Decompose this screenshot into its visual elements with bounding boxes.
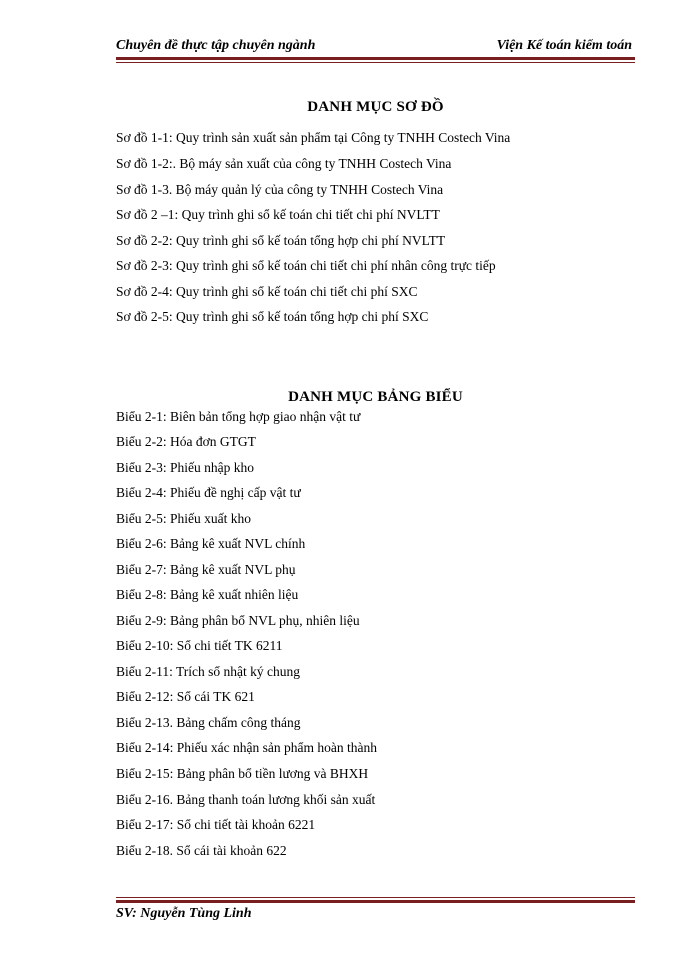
- table-item: Biểu 2-14: Phiếu xác nhận sản phẩm hoàn thành: [116, 740, 377, 755]
- table-item: Biểu 2-6: Bảng kê xuất NVL chính: [116, 536, 306, 551]
- footer-student-name: SV: Nguyễn Tùng Linh: [116, 906, 252, 921]
- footer-rule-thin: [116, 897, 635, 898]
- diagram-item: Sơ đồ 2-3: Quy trình ghi sổ kế toán chi tiết chi phí nhân công trực tiếp: [116, 258, 496, 273]
- table-item: Biểu 2-4: Phiếu đề nghị cấp vật tư: [116, 485, 301, 500]
- table-item: Biểu 2-7: Bảng kê xuất NVL phụ: [116, 562, 296, 577]
- table-item: Biểu 2-5: Phiếu xuất kho: [116, 511, 251, 526]
- diagram-item: Sơ đồ 2-5: Quy trình ghi sổ kế toán tổng hợp chi phí SXC: [116, 309, 429, 324]
- table-item: Biểu 2-2: Hóa đơn GTGT: [116, 434, 256, 449]
- table-item: Biểu 2-8: Bảng kê xuất nhiên liệu: [116, 587, 299, 602]
- table-item: Biểu 2-18. Sổ cái tài khoản 622: [116, 843, 287, 858]
- diagram-item: Sơ đồ 2-4: Quy trình ghi sổ kế toán chi tiết chi phí SXC: [116, 284, 418, 299]
- header-rule-thick: [116, 57, 635, 60]
- table-list-title: DANH MỤC BẢNG BIỂU: [288, 389, 463, 405]
- table-item: Biểu 2-11: Trích sổ nhật ký chung: [116, 664, 300, 679]
- diagram-list-title: DANH MỤC SƠ ĐỒ: [307, 99, 444, 115]
- table-item: Biểu 2-3: Phiếu nhập kho: [116, 460, 254, 475]
- header-rule-thin: [116, 62, 635, 63]
- diagram-item: Sơ đồ 2 –1: Quy trình ghi sổ kế toán chi tiết chi phí NVLTT: [116, 207, 440, 222]
- footer-rule-thick: [116, 900, 635, 903]
- table-item: Biểu 2-1: Biên bản tổng hợp giao nhận vật tư: [116, 409, 361, 424]
- header-institute: Viện Kế toán kiểm toán: [496, 38, 632, 53]
- page-header: [116, 38, 632, 58]
- table-item: Biểu 2-10: Sổ chi tiết TK 6211: [116, 638, 283, 653]
- table-item: Biểu 2-9: Bảng phân bổ NVL phụ, nhiên liệu: [116, 613, 360, 628]
- diagram-item: Sơ đồ 1-2:. Bộ máy sản xuất của công ty TNHH Costech Vina: [116, 156, 452, 171]
- diagram-item: Sơ đồ 2-2: Quy trình ghi sổ kế toán tổng hợp chi phí NVLTT: [116, 233, 446, 248]
- table-item: Biểu 2-16. Bảng thanh toán lương khối sản xuất: [116, 792, 376, 807]
- diagram-item: Sơ đồ 1-1: Quy trình sản xuất sản phẩm tại Công ty TNHH Costech Vina: [116, 130, 511, 145]
- diagram-item: Sơ đồ 1-3. Bộ máy quản lý của công ty TNHH Costech Vina: [116, 182, 444, 197]
- table-item: Biểu 2-12: Sổ cái TK 621: [116, 689, 255, 704]
- table-item: Biểu 2-17: Sổ chi tiết tài khoản 6221: [116, 817, 316, 832]
- header-course-title: Chuyên đề thực tập chuyên ngành: [116, 38, 316, 53]
- table-item: Biểu 2-13. Bảng chấm công tháng: [116, 715, 301, 730]
- table-item: Biểu 2-15: Bảng phân bổ tiền lương và BHXH: [116, 766, 369, 781]
